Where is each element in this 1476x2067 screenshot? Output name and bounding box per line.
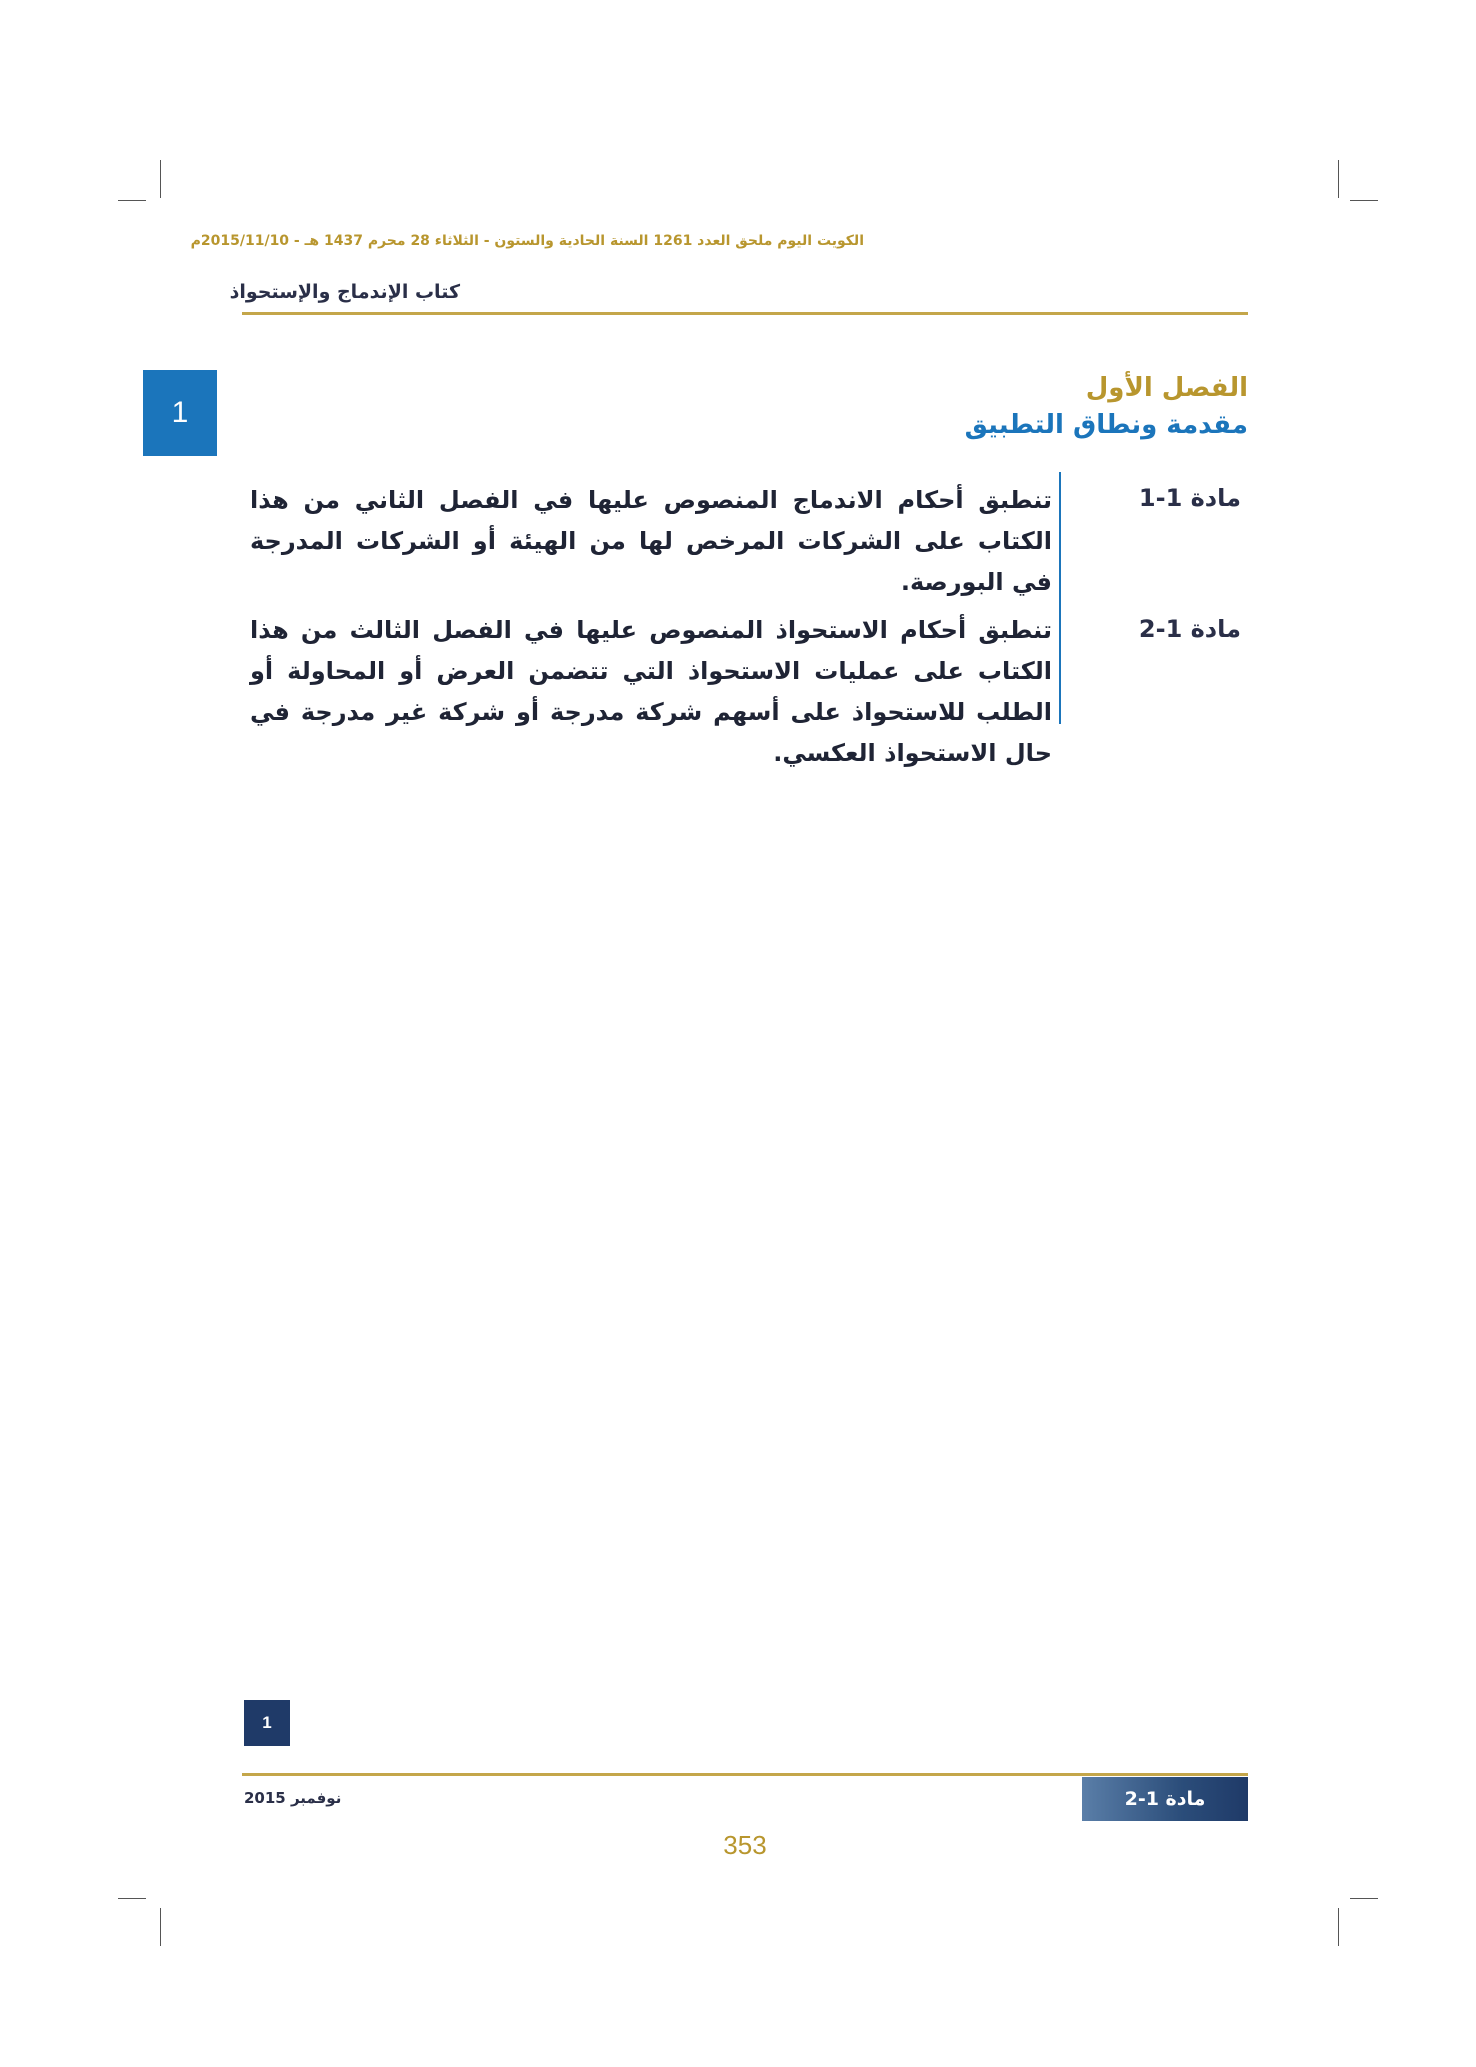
article-number-1: مادة 1-1 xyxy=(1138,484,1241,512)
crop-mark-top-left-h xyxy=(118,200,146,201)
page-number: 353 xyxy=(723,1830,767,1860)
crop-mark-bottom-right xyxy=(1338,1908,1339,1946)
running-head: الكويت اليوم ملحق العدد 1261 السنة الحادية والستون - الثلاثاء 28 محرم 1437 هـ - 2015/11/10م xyxy=(190,233,864,249)
article-text-2: تنطبق أحكام الاستحواذ المنصوص عليها في الفصل الثالث من هذا الكتاب على عمليات الاستحواذ التي تتضمن العرض أو المحاولة أو الطلب للاستحواذ على أسهم شركة مدرجة أو شركة غير مدرجة في حال الاستحواذ العكسي. xyxy=(250,616,1052,767)
book-title: كتاب الإندماج والإستحواذ xyxy=(229,281,460,303)
article-text-1: تنطبق أحكام الاندماج المنصوص عليها في الفصل الثاني من هذا الكتاب على الشركات المرخص لها من الهيئة أو الشركات المدرجة في البورصة. xyxy=(250,486,1052,596)
footer-rule xyxy=(242,1773,1248,1776)
crop-mark-bottom-left xyxy=(160,1908,161,1946)
footer-date: نوفمبر 2015 xyxy=(244,1789,342,1807)
chapter-number-box: 1 xyxy=(143,370,217,456)
article-number-2: مادة 1-2 xyxy=(1138,615,1241,643)
chapter-label: الفصل الأول xyxy=(1085,373,1248,403)
article-divider xyxy=(1059,472,1061,724)
chapter-title: مقدمة ونطاق التطبيق xyxy=(964,410,1248,440)
header-rule xyxy=(242,312,1248,315)
crop-mark-bottom-left-h xyxy=(118,1898,146,1899)
crop-mark-top-right xyxy=(1338,160,1339,198)
page-index-box: 1 xyxy=(244,1700,290,1746)
crop-mark-top-left xyxy=(160,160,161,198)
crop-mark-bottom-right-h xyxy=(1350,1898,1378,1899)
crop-mark-top-right-h xyxy=(1350,200,1378,201)
footer-article-tab: مادة 1-2 xyxy=(1082,1777,1248,1821)
